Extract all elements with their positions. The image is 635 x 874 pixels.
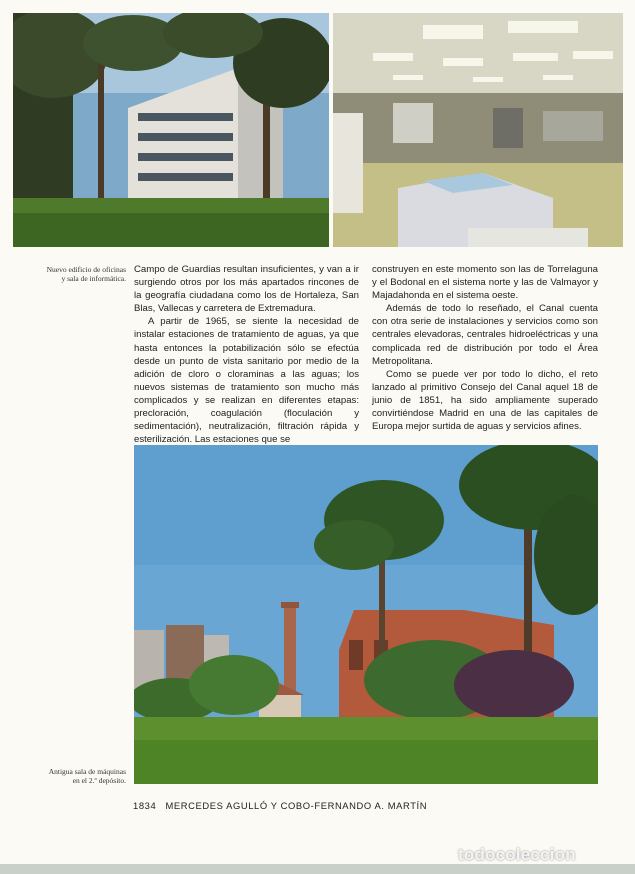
watermark: todocoleccion [458,845,576,864]
caption-top-line: Nuevo edificio de oficinas [46,265,126,274]
paragraph: Además de todo lo reseñado, el Canal cuenta con otra serie de instalaciones y servicios como son centrales elevadoras, centrales hidroeléctricas y una complicada red de distribución por todo el Área Metropolitana. [372,303,598,367]
caption-bottom-line: Antigua sala de máquinas [48,767,126,776]
text-column-right [372,263,598,433]
photo-computer-room [333,13,623,247]
page-footer [133,800,427,811]
caption-top-line: y sala de informática. [61,274,126,283]
caption-top [18,265,126,283]
page-number: 1834 [133,800,157,811]
footer-authors: MERCEDES AGULLÓ Y COBO-FERNANDO A. MARTÍN [165,800,428,811]
paragraph: construyen en este momento son las de Torrelaguna y el Bodonal en el sistema norte y las de Valmayor y Majadahonda en el sistema oeste. [372,264,598,302]
text-column-left [134,263,359,446]
photo-old-machine-hall [134,445,598,784]
caption-bottom [18,767,126,785]
scan-edge-strip [0,864,635,874]
paragraph: Como se puede ver por todo lo dicho, el reto lanzado al primitivo Consejo del Canal aquel 18 de junio de 1851, ha sido ampliamente superado convirtiéndose Madrid en una de las capitales de Europa mejor surtida de aguas y servicios afines. [372,368,598,433]
photo-office-building [13,13,329,247]
paragraph: A partir de 1965, se siente la necesidad de instalar estaciones de tratamiento de aguas, ya que hasta entonces la potabilización sólo se efectúa desde un punto de vista sanitario por medio de la adición de cloro o cloraminas a las aguas; los nuevos sistemas de tratamiento son mucho más complicados y se realizan en diferentes etapas: precloración, coagulación (floculación y sedimentación), neutralización, filtración rápida y esterilización. Las estaciones que se [134,316,359,446]
paragraph: Campo de Guardias resultan insuficientes, y van a ir surgiendo otros por los más apartados rincones de la geografía ciudadana como los de Hortaleza, San Blas, Vallecas y carretera de Extremadura. [134,264,359,315]
caption-bottom-line: en el 2.º depósito. [72,776,126,785]
